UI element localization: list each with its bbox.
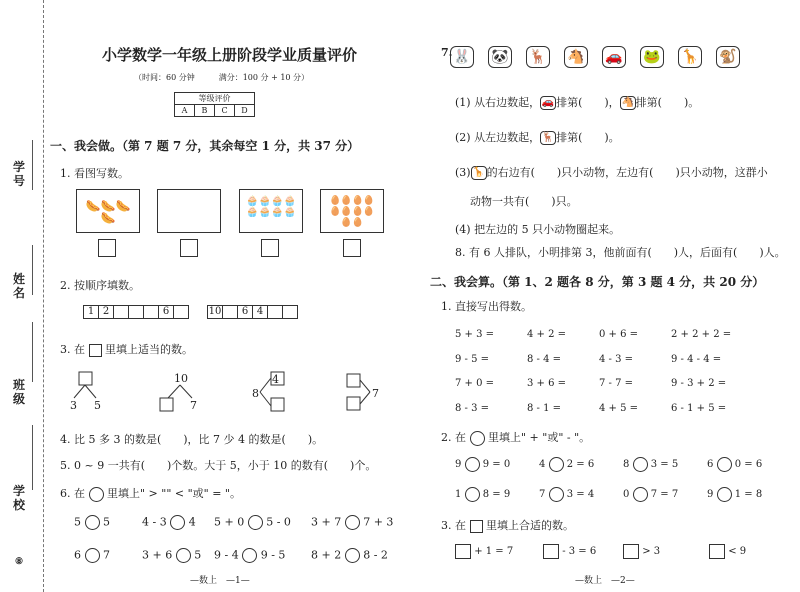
r3-text — [441, 517, 574, 533]
calc-item: 8 - 3 = — [455, 402, 490, 414]
q5-text: 5. 0 ~ 9 一共有( )个数。大于 5，小于 10 的数有( )个。 — [60, 459, 377, 472]
answer-circle[interactable] — [176, 548, 191, 563]
q7-part1 — [455, 94, 699, 110]
fill-item — [455, 544, 543, 559]
answer-circle[interactable] — [549, 457, 564, 472]
left-footer: —数上 —1— — [190, 576, 250, 586]
r2-suffix: 里填上" + "或" - "。 — [488, 431, 591, 444]
answer-circle[interactable] — [345, 515, 360, 530]
grade-a: A — [175, 105, 195, 117]
page-title: 小学数学一年级上册阶段学业质量评价 — [102, 46, 358, 64]
op-left: 8 — [623, 459, 630, 470]
q7-part2 — [455, 129, 620, 145]
op-right: 2 = 6 — [566, 459, 595, 470]
seq-cell: 4 — [252, 305, 268, 319]
seq-cell: 10 — [208, 306, 222, 317]
calc-row — [455, 372, 731, 397]
calc-row — [455, 323, 731, 348]
calc-item: 5 + 3 = — [455, 329, 495, 340]
calc-item: 7 + 0 = — [455, 378, 495, 389]
calc-item: 8 - 4 = — [527, 353, 562, 365]
op-left: 9 — [455, 459, 462, 470]
fill-item — [623, 544, 709, 559]
grade-b: B — [195, 105, 215, 117]
calc-item: 7 - 7 = — [599, 378, 634, 389]
calc-item: 4 + 2 = — [527, 329, 567, 340]
cmp-left: 5 + 0 — [214, 515, 245, 529]
exam-info: （时间：60 分钟 满分：100 分 + 10 分） — [134, 73, 310, 82]
student-id-label: 学号 — [12, 160, 25, 188]
school-line — [32, 425, 33, 490]
cmp-5 — [74, 548, 110, 563]
calc-item: 0 + 6 = — [599, 329, 639, 340]
q2-text: 2. 按顺序填数。 — [60, 279, 140, 292]
fill-text: > 3 — [642, 546, 661, 557]
q1-picture-4: 🥚🥚🥚🥚🥚🥚🥚🥚🥚🥚 — [320, 189, 384, 233]
op-item — [623, 457, 707, 472]
answer-circle[interactable] — [248, 515, 263, 530]
animal-row — [450, 46, 740, 68]
answer-circle[interactable] — [717, 457, 732, 472]
monkey-icon: 🐒 — [716, 46, 740, 68]
seq-cell[interactable] — [267, 305, 283, 319]
op-left: 6 — [707, 459, 714, 470]
cmp-right: 5 - 0 — [266, 515, 291, 529]
cmp-right: 8 - 2 — [363, 548, 388, 562]
cmp-left: 4 - 3 — [142, 515, 167, 529]
number-bonds — [60, 368, 400, 418]
q7-part3-cont: 动物一共有( )只。 — [470, 195, 578, 208]
giraffe-icon: 🦒 — [472, 167, 485, 178]
cmp-4 — [311, 515, 393, 530]
cmp-3 — [214, 515, 291, 530]
calc-item: 3 + 6 = — [527, 378, 567, 389]
cmp-left: 6 — [74, 548, 81, 562]
class-label: 班级 — [12, 378, 25, 406]
section-2-title: 二、我会算。（第 1、2 题各 8 分，第 3 题 4 分，共 20 分） — [430, 275, 765, 289]
horse-icon: 🐴 — [564, 46, 588, 68]
op-item — [707, 487, 762, 502]
answer-circle[interactable] — [633, 487, 648, 502]
op-right: 1 = 8 — [734, 489, 763, 500]
fill-text: - 3 = 6 — [562, 546, 597, 557]
bond2-top: 10 — [174, 372, 188, 385]
giraffe-icon: 🦒 — [678, 46, 702, 68]
rabbit-icon: 🐰 — [450, 46, 474, 68]
q3-suffix: 里填上适当的数。 — [105, 343, 193, 356]
op-right: 0 = 6 — [734, 459, 763, 470]
bond3-left: 8 — [252, 387, 259, 400]
cmp-right: 7 — [103, 548, 110, 562]
student-name-line — [32, 245, 33, 295]
q1-picture-2 — [157, 189, 221, 233]
cmp-left: 9 - 4 — [214, 548, 239, 562]
student-id-line — [32, 140, 33, 190]
q1-answer-box-2[interactable] — [180, 239, 198, 257]
r2-prefix: 2. 在 — [441, 431, 466, 444]
p1-text: (1) 从右边数起， — [455, 96, 541, 109]
bond1-right: 5 — [94, 399, 101, 412]
ops-row-2 — [455, 487, 762, 502]
q1-picture-3: 🧁🧁🧁🧁🧁🧁🧁🧁 — [239, 189, 303, 233]
cmp-7 — [214, 548, 285, 563]
op-item — [455, 487, 539, 502]
answer-circle[interactable] — [85, 515, 100, 530]
page-mark: ⑧ — [14, 557, 24, 567]
circle-icon — [470, 431, 485, 446]
student-name-label: 姓名 — [12, 272, 25, 300]
q1-answer-box-3[interactable] — [261, 239, 279, 257]
op-item — [539, 487, 623, 502]
bond3-top: 4 — [272, 373, 279, 386]
school-label: 学校 — [12, 484, 25, 512]
section-1-title: 一、我会做。（第 7 题 7 分，其余每空 1 分，共 37 分） — [50, 139, 360, 153]
ops-row-1 — [455, 457, 762, 472]
seq-cell[interactable] — [173, 305, 189, 319]
answer-circle[interactable] — [717, 487, 732, 502]
seq-cell[interactable] — [222, 305, 238, 319]
car-icon: 🚗 — [541, 97, 555, 108]
q1-answer-box-4[interactable] — [343, 239, 361, 257]
cmp-left: 8 + 2 — [311, 548, 342, 562]
seq-cell[interactable] — [282, 305, 298, 319]
circle-icon — [89, 487, 104, 502]
op-left: 0 — [623, 489, 630, 500]
q1-text: 1. 看图写数。 — [60, 167, 129, 180]
seq-cell: 6 — [158, 305, 174, 319]
p1-text: 排第( )， — [556, 96, 620, 109]
cmp-right: 7 + 3 — [363, 515, 394, 529]
deer-icon: 🦌 — [541, 132, 555, 143]
seq-cell[interactable] — [143, 305, 159, 319]
fill-text: < 9 — [728, 546, 747, 557]
calc-item: 9 - 3 + 2 = — [671, 378, 727, 389]
cmp-right: 4 — [188, 515, 196, 529]
binding-strip — [0, 0, 44, 592]
calc-item: 4 + 5 = — [599, 402, 639, 414]
q7-part3 — [455, 164, 768, 180]
horse-icon: 🐴 — [621, 97, 634, 108]
p1-text: 排第( )。 — [635, 96, 700, 109]
cmp-right: 5 — [103, 515, 110, 529]
op-item — [707, 457, 762, 472]
square-icon — [470, 520, 483, 533]
calc-item: 2 + 2 + 2 = — [671, 329, 732, 340]
answer-circle[interactable] — [549, 487, 564, 502]
r3-prefix: 3. 在 — [441, 519, 466, 532]
cmp-left: 5 — [74, 515, 81, 529]
panda-icon: 🐼 — [488, 46, 512, 68]
r1-text: 1. 直接写出得数。 — [441, 300, 532, 313]
op-right: 3 = 5 — [650, 459, 679, 470]
square-icon — [89, 344, 102, 357]
op-right: 9 = 0 — [482, 459, 511, 470]
calc-item: 9 - 4 - 4 = — [671, 353, 722, 365]
op-right: 3 = 4 — [566, 489, 595, 500]
p2-text: 排第( )。 — [556, 131, 620, 144]
answer-box[interactable] — [623, 544, 639, 559]
q1-answer-box-1[interactable] — [98, 239, 116, 257]
op-left: 4 — [539, 459, 546, 470]
answer-box[interactable] — [709, 544, 725, 559]
grade-table — [174, 92, 255, 117]
cmp-left: 3 + 7 — [311, 515, 342, 529]
cmp-1 — [74, 515, 110, 530]
grade-c: C — [215, 105, 235, 117]
q3-text — [60, 341, 193, 357]
deer-icon: 🦌 — [526, 46, 550, 68]
op-item — [539, 457, 623, 472]
q3-prefix: 3. 在 — [60, 343, 85, 356]
bond1-left: 3 — [70, 399, 77, 412]
calc-row — [455, 397, 731, 422]
op-left: 9 — [707, 489, 714, 500]
answer-circle[interactable] — [85, 548, 100, 563]
op-item — [623, 487, 707, 502]
grade-header: 等级评价 — [175, 93, 255, 105]
q7-number: 7. — [441, 46, 453, 59]
op-left: 1 — [455, 489, 462, 500]
fill-text: + 1 = 7 — [474, 546, 514, 557]
cmp-6 — [142, 548, 201, 563]
car-icon: 🚗 — [602, 46, 626, 68]
cmp-right: 9 - 5 — [260, 548, 286, 562]
p3-text: 的右边有( )只小动物，左边有( )只小动物，这群小 — [486, 166, 768, 179]
answer-circle[interactable] — [170, 515, 185, 530]
q2-sequence-2 — [208, 305, 298, 319]
op-right: 7 = 7 — [650, 489, 679, 500]
p3-text: (3) — [455, 166, 471, 179]
calc-row — [455, 348, 731, 373]
q4-text: 4. 比 5 多 3 的数是( )，比 7 少 4 的数是( )。 — [60, 433, 324, 446]
calc-item: 6 - 1 + 5 = — [671, 402, 727, 414]
r2-text — [441, 429, 590, 446]
answer-circle[interactable] — [633, 457, 648, 472]
r3-suffix: 里填上合适的数。 — [486, 519, 574, 532]
calc-item: 4 - 3 = — [599, 353, 634, 365]
answer-circle[interactable] — [345, 548, 360, 563]
calc-grid — [455, 323, 731, 421]
cmp-left: 3 + 6 — [142, 548, 173, 562]
q7-part4: (4) 把左边的 5 只小动物圈起来。 — [455, 223, 621, 236]
q6-suffix: 里填上" > "" < "或" = "。 — [107, 487, 241, 500]
fill-item — [709, 544, 746, 559]
cmp-8 — [311, 548, 388, 563]
frog-icon: 🐸 — [640, 46, 664, 68]
fill-row — [455, 544, 746, 559]
q6-prefix: 6. 在 — [60, 487, 85, 500]
p2-text: (2) 从左边数起， — [455, 131, 541, 144]
class-line — [32, 322, 33, 382]
fill-item — [543, 544, 623, 559]
q6-text — [60, 485, 241, 502]
cmp-2 — [142, 515, 196, 530]
answer-box[interactable] — [455, 544, 471, 559]
op-item — [455, 457, 539, 472]
op-left: 7 — [539, 489, 546, 500]
grade-d: D — [235, 105, 255, 117]
seq-cell: 1 — [83, 305, 99, 319]
cmp-right: 5 — [194, 548, 202, 562]
seq-cell: 6 — [237, 305, 253, 319]
calc-item: 8 - 1 = — [527, 402, 562, 414]
op-right: 8 = 9 — [482, 489, 511, 500]
calc-item: 9 - 5 = — [455, 353, 490, 365]
q1-picture-1: 🌭🌭🌭🌭 — [76, 189, 140, 233]
answer-box[interactable] — [543, 544, 559, 559]
seq-cell: 2 — [98, 305, 114, 319]
seq-cell[interactable] — [128, 305, 144, 319]
answer-circle[interactable] — [465, 457, 480, 472]
bond4-right: 7 — [372, 387, 379, 400]
answer-circle[interactable] — [242, 548, 257, 563]
q2-sequence-1 — [84, 305, 189, 319]
bond2-right: 7 — [190, 399, 197, 412]
q8-text: 8. 有 6 人排队，小明排第 3，他前面有( )人，后面有( )人。 — [455, 246, 786, 259]
answer-circle[interactable] — [465, 487, 480, 502]
right-footer: —数上 —2— — [575, 576, 635, 586]
seq-cell[interactable] — [113, 305, 129, 319]
